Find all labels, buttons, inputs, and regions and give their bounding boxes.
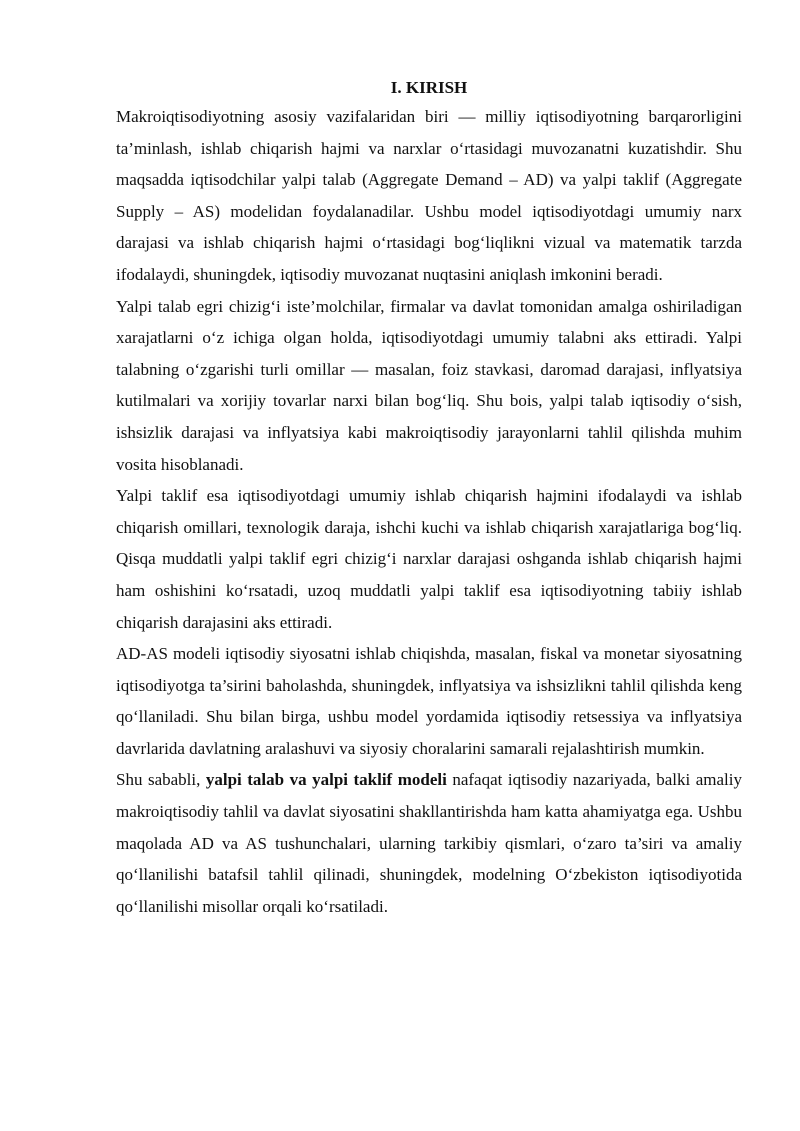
conclusion-text-start: Shu sababli, (116, 770, 206, 790)
conclusion-bold-term: yalpi talab va yalpi taklif modeli (205, 770, 447, 790)
paragraph-intro: Makroiqtisodiyotning asosiy vazifalaridan biri — milliy iqtisodiyotning barqarorligini ta’minlash, ishlab chiqarish hajmi va narxlar o‘rtasidagi muvozanatni kuzatishdir. Shu maqsadda iqtisodchilar yalpi talab (Aggregate Demand – AD) va yalpi taklif (Aggregate Supply – AS) modelidan foydalanadilar. Ushbu model iqtisodiyotdagi umumiy narx darajasi va ishlab chiqarish hajmi o‘rtasidagi bog‘liqlikni vizual va matematik tarzda ifodalaydi, shuningdek, iqtisodiy muvozanat nuqtasini aniqlash imkonini beradi. (116, 107, 742, 284)
paragraph-ad-as-model: AD-AS modeli iqtisodiy siyosatni ishlab chiqishda, masalan, fiskal va monetar siyosatning iqtisodiyotga ta’sirini baholashda, shuningdek, inflyatsiya va ishsizlikni tahlil qilishda keng qo‘llaniladi. Shu bilan birga, ushbu model yordamida iqtisodiy retsessiya va inflyatsiya davrlarida davlatning aralashuvi va siyosiy choralarini samarali rejalashtirish mumkin. (116, 644, 742, 758)
paragraph-aggregate-supply: Yalpi taklif esa iqtisodiyotdagi umumiy ishlab chiqarish hajmini ifodalaydi va ishlab chiqarish omillari, texnologik daraja, ishchi kuchi va ishlab chiqarish xarajatlariga bog‘liq. Qisqa muddatli yalpi taklif egri chizig‘i narxlar darajasi oshganda ishlab chiqarish hajmi ham oshishini ko‘rsatadi, uzoq muddatli yalpi taklif esa iqtisodiyotning tabiiy ishlab chiqarish darajasini aks ettiradi. (116, 486, 742, 632)
paragraph-aggregate-demand: Yalpi talab egri chizig‘i iste’molchilar, firmalar va davlat tomonidan amalga oshiriladigan xarajatlarni o‘z ichiga olgan holda, iqtisodiyotdagi umumiy talabni aks ettiradi. Yalpi talabning o‘zgarishi turli omillar — masalan, foiz stavkasi, daromad darajasi, inflyatsiya kutilmalari va xorijiy tovarlar narxi bilan bog‘liq. Shu bois, yalpi talab iqtisodiy o‘sish, ishsizlik darajasi va inflyatsiya kabi makroiqtisodiy jarayonlarni tahlil qilishda muhim vosita hisoblanadi. (116, 296, 742, 474)
conclusion-text-end: nafaqat iqtisodiy nazariyada, balki amaliy makroiqtisodiy tahlil va davlat siyosatini shakllantirishda ham katta ahamiyatga ega. Ushbu maqolada AD va AS tushunchalari, ularning tarkibiy qismlari, o‘zaro ta’siri va amaliy qo‘llanilishi batafsil tahlil qilinadi, shuningdek, modelning O‘zbekiston iqtisodiyotida qo‘llanilishi misollar orqali ko‘rsatiladi. (116, 770, 742, 916)
document-page (116, 76, 742, 922)
section-title: I. KIRISH (390, 78, 468, 97)
paragraph-conclusion (116, 764, 742, 922)
